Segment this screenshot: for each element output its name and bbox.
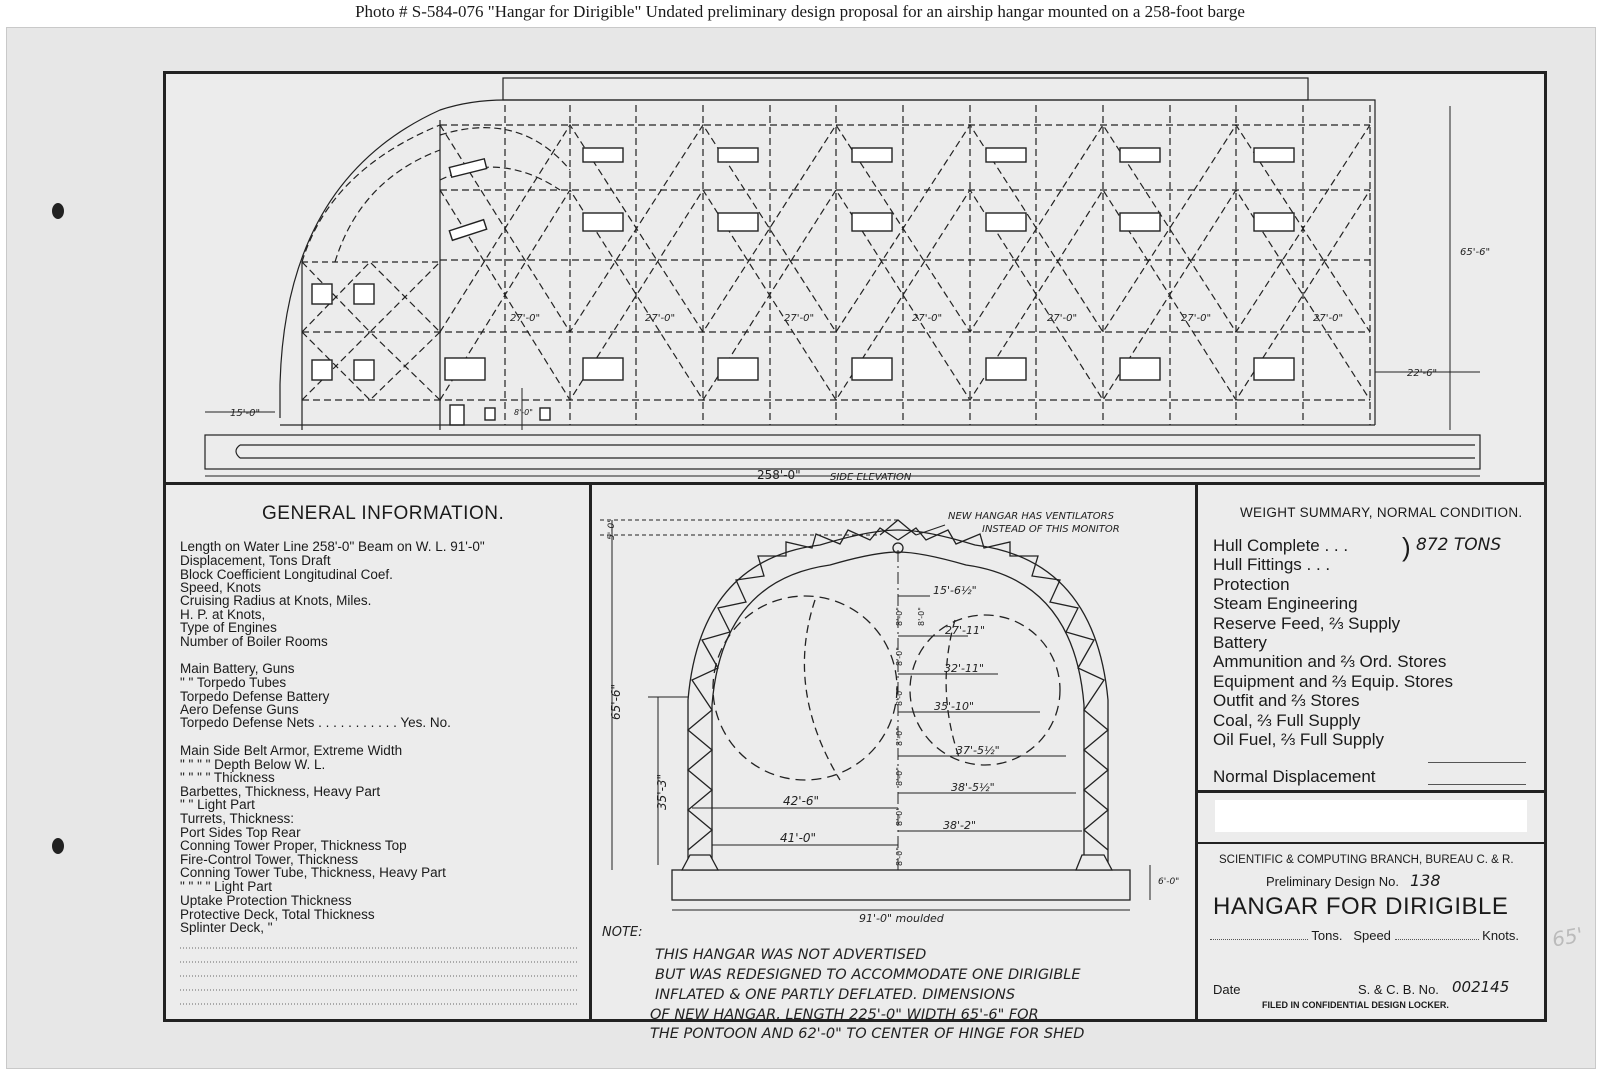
section-dim: 38'-2" [943,819,977,832]
general-information-row: Uptake Protection Thickness [180,893,352,908]
weight-summary-row: Protection [1213,574,1290,594]
general-information-row: Cruising Radius at Knots, Miles. [180,593,372,608]
bay-dim: 27'-0" [1181,313,1212,324]
stack-dim: 8'-0" [895,647,904,666]
section-height-dim: 65'-6" [609,683,623,720]
bay-dim: 27'-0" [784,313,815,324]
date-label: Date [1213,982,1241,997]
general-information-row: " " " " Thickness [180,770,275,785]
stack-dim: 8'-0" [895,607,904,626]
section-dim: 27'-11" [945,624,986,637]
weight-summary-row: Ammunition and ⅔ Ord. Stores [1213,652,1447,672]
note-label: NOTE: [602,925,643,940]
speed-label: Speed [1353,928,1391,943]
note-line: INFLATED & ONE PARTLY DEFLATED. DIMENSIONS [655,987,1016,1003]
general-information-row: Main Battery, Guns [180,661,295,676]
general-information-row: Fire-Control Tower, Thickness [180,852,359,867]
stack-dim: 8'-0" [917,607,926,626]
note-line: OF NEW HANGAR, LENGTH 225'-0" WIDTH 65'-6" FOR [650,1007,1039,1023]
knots-label: Knots. [1482,928,1520,943]
general-information-row: Conning Tower Tube, Thickness, Heavy Part [180,865,446,880]
preliminary-design-label: Preliminary Design No. [1266,874,1399,889]
general-information-row: Length on Water Line 258'-0" Beam on W. L. 91'-0" [180,539,485,554]
general-information-row: Conning Tower Proper, Thickness Top [180,838,407,853]
general-information-row: Aero Defense Guns [180,702,299,717]
general-information-row: Block Coefficient Longitudinal Coef. [180,567,393,582]
note-line: THE PONTOON AND 62'-0" TO CENTER OF HINGE FOR SHED [650,1026,1085,1042]
general-information-row: Turrets, Thickness: [180,811,295,826]
general-information-row: " " Light Part [180,797,255,812]
weight-summary-row: Equipment and ⅔ Equip. Stores [1213,671,1454,691]
branch-label: SCIENTIFIC & COMPUTING BRANCH, BUREAU C. & R. [1219,854,1514,866]
note-line: BUT WAS REDESIGNED TO ACCOMMODATE ONE DIRIGIBLE [655,967,1081,983]
section-lower-dim: 35'-3" [655,773,669,810]
filed-note: FILED IN CONFIDENTIAL DESIGN LOCKER. [1262,1000,1449,1010]
bay-dim: 27'-0" [912,313,943,324]
general-information-row: " " Torpedo Tubes [180,675,287,690]
general-information-row: Speed, Knots [180,580,262,595]
section-dim: 37'-5½" [956,744,1000,757]
section-base-dim: 6'-0" [1158,877,1180,887]
weight-summary-row: Reserve Feed, ⅔ Supply [1213,613,1401,633]
margin-mark: 65' [1550,922,1585,952]
side-elevation-label: SIDE ELEVATION [830,472,912,483]
normal-displacement-label: Normal Displacement [1213,767,1376,786]
general-information-row: " " " " Light Part [180,879,272,894]
general-information-row: Main Side Belt Armor, Extreme Width [180,743,403,758]
tons-label: Tons. [1311,928,1343,943]
stack-dim: 8'-0" [895,807,904,826]
section-dim-41: 41'-0" [780,831,817,845]
stack-dim: 8'-0" [895,847,904,866]
hull-tons-value: 872 TONS [1416,535,1502,555]
general-information-row: Number of Boiler Rooms [180,634,328,649]
speed-blank [1395,939,1479,940]
preliminary-design-number: 138 [1410,871,1441,890]
general-information-row: Port Sides Top Rear [180,825,301,840]
bay-dim: 27'-0" [1047,313,1078,324]
general-information-row: Protective Deck, Total Thickness [180,907,375,922]
brace-mark: ) [1402,532,1411,562]
stack-dim: 8'-0" [895,687,904,706]
height-dim: 65'-6" [1460,247,1491,258]
note-line: THIS HANGAR WAS NOT ADVERTISED [655,947,927,963]
weight-summary-row: Coal, ⅔ Full Supply [1213,710,1361,730]
weight-summary-row: Battery [1213,633,1267,652]
weight-summary-row: Oil Fuel, ⅔ Full Supply [1213,730,1385,749]
bow-offset-dim: 15'-0" [230,408,261,419]
total-rule [1428,762,1526,763]
bay-dim: 27'-0" [1313,313,1344,324]
door-height-dim: 8'-0" [514,408,533,417]
weight-summary-title: WEIGHT SUMMARY, NORMAL CONDITION. [1240,505,1523,520]
weight-summary-row: Steam Engineering [1213,594,1358,614]
photo-caption: Photo # S-584-076 "Hangar for Dirigible" Undated preliminary design proposal for an airship hangar mounted on a 258-foot barge [355,2,1245,21]
section-dim: 32'-11" [944,662,985,675]
redacted-stamp [1215,800,1527,832]
section-dim: 35'-10" [934,700,975,713]
section-dim: 38'-5½" [951,781,995,794]
weight-summary-row: Hull Complete . . . [1213,536,1349,555]
weight-summary-row: Hull Fittings . . . [1213,555,1331,575]
annotation-line: INSTEAD OF THIS MONITOR [982,524,1120,535]
general-information-title: GENERAL INFORMATION. [262,503,505,524]
stern-offset-dim: 22'-6" [1407,368,1438,379]
scb-number-label: S. & C. B. No. [1358,982,1439,997]
annotation-line: NEW HANGAR HAS VENTILATORS [948,511,1114,522]
general-information-row: Torpedo Defense Nets . . . . . . . . . . . Yes. No. [180,715,451,730]
general-information-row: Splinter Deck, " [180,920,273,935]
general-information-row: Torpedo Defense Battery [180,689,330,704]
tons-speed-row [1210,928,1519,943]
section-width-dim: 91'-0" moulded [859,912,944,925]
overall-length-dim: 258'-0" [757,468,801,482]
general-information-row: Displacement, Tons Draft [180,553,331,568]
bay-dim: 27'-0" [510,313,541,324]
bay-dim: 27'-0" [645,313,676,324]
weight-summary-row: Outfit and ⅔ Stores [1213,691,1360,711]
section-top-dim: 5'-0" [607,518,617,540]
total-rule [1428,784,1526,785]
general-information-row: Barbettes, Thickness, Heavy Part [180,784,381,799]
drawing-title: HANGAR FOR DIRIGIBLE [1213,893,1509,920]
scb-number: 002145 [1452,978,1510,996]
general-information-row: H. P. at Knots, [180,607,266,622]
section-dim-42: 42'-6" [783,794,820,808]
stack-dim: 8'-0" [895,767,904,786]
stack-dim: 8'-0" [895,727,904,746]
tons-blank [1210,939,1308,940]
general-information-row: " " " " Depth Below W. L. [180,757,326,772]
section-dim: 15'-6½" [933,584,977,597]
general-information-row: Type of Engines [180,620,277,635]
